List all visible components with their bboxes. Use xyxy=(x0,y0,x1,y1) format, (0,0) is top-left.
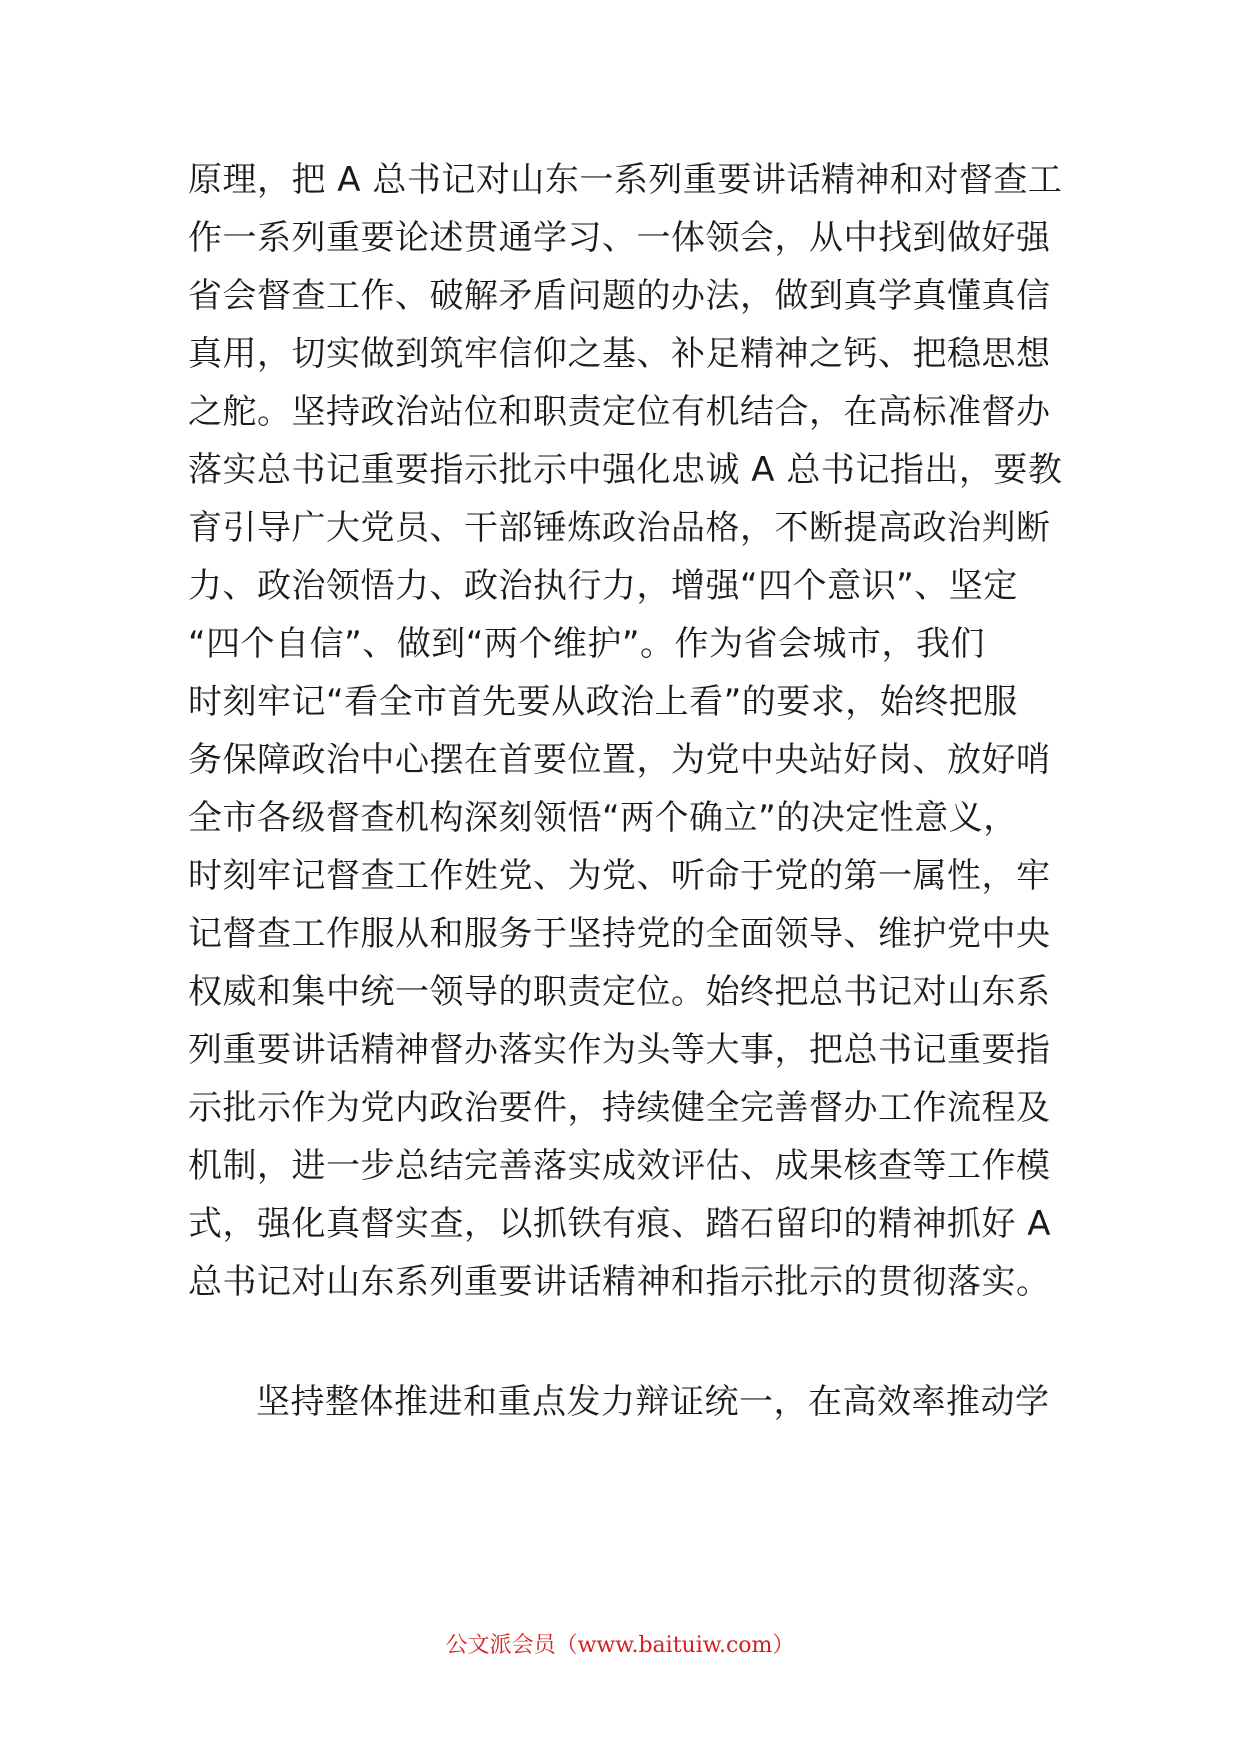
text-line: 时刻牢记“看全市首先要从政治上看”的要求，始终把服 xyxy=(188,682,1018,722)
text-line: 作一系列重要论述贯通学习、一体领会，从中找到做好强 xyxy=(188,218,1051,258)
text-line: 总书记对山东系列重要讲话精神和指示批示的贯彻落实。 xyxy=(188,1262,1051,1302)
text-line: 列重要讲话精神督办落实作为头等大事，把总书记重要指 xyxy=(188,1030,1051,1070)
text-line: 权威和集中统一领导的职责定位。始终把总书记对山东系 xyxy=(188,972,1051,1012)
text-line: 坚持整体推进和重点发力辩证统一，在高效率推动学 xyxy=(256,1382,1050,1422)
text-line: 机制，进一步总结完善落实成效评估、成果核查等工作模 xyxy=(188,1146,1051,1186)
text-line: 示批示作为党内政治要件，持续健全完善督办工作流程及 xyxy=(188,1088,1051,1128)
text-line: 育引导广大党员、干部锤炼政治品格，不断提高政治判断 xyxy=(188,508,1051,548)
text-line: 务保障政治中心摆在首要位置，为党中央站好岗、放好哨 xyxy=(188,740,1051,780)
text-line: 落实总书记重要指示批示中强化忠诚 A 总书记指出，要教 xyxy=(188,450,1063,490)
text-line: 力、政治领悟力、政治执行力，增强“四个意识”、坚定 xyxy=(188,566,1018,606)
text-line: 省会督查工作、破解矛盾问题的办法，做到真学真懂真信 xyxy=(188,276,1051,316)
text-line: 全市各级督查机构深刻领悟“两个确立”的决定性意义， xyxy=(188,798,1018,838)
text-line: 式，强化真督实查，以抓铁有痕、踏石留印的精神抓好 A xyxy=(188,1204,1052,1244)
text-line: “四个自信”、做到“两个维护”。作为省会城市，我们 xyxy=(188,624,985,664)
text-line: 原理，把 A 总书记对山东一系列重要讲话精神和对督查工 xyxy=(188,160,1063,200)
footer-watermark: 公文派会员（www.baituiw.com） xyxy=(445,1633,795,1658)
text-line: 真用，切实做到筑牢信仰之基、补足精神之钙、把稳思想 xyxy=(188,334,1051,374)
text-line: 之舵。坚持政治站位和职责定位有机结合，在高标准督办 xyxy=(188,392,1051,432)
text-line: 记督查工作服从和服务于坚持党的全面领导、维护党中央 xyxy=(188,914,1051,954)
text-line: 时刻牢记督查工作姓党、为党、听命于党的第一属性，牢 xyxy=(188,856,1051,896)
